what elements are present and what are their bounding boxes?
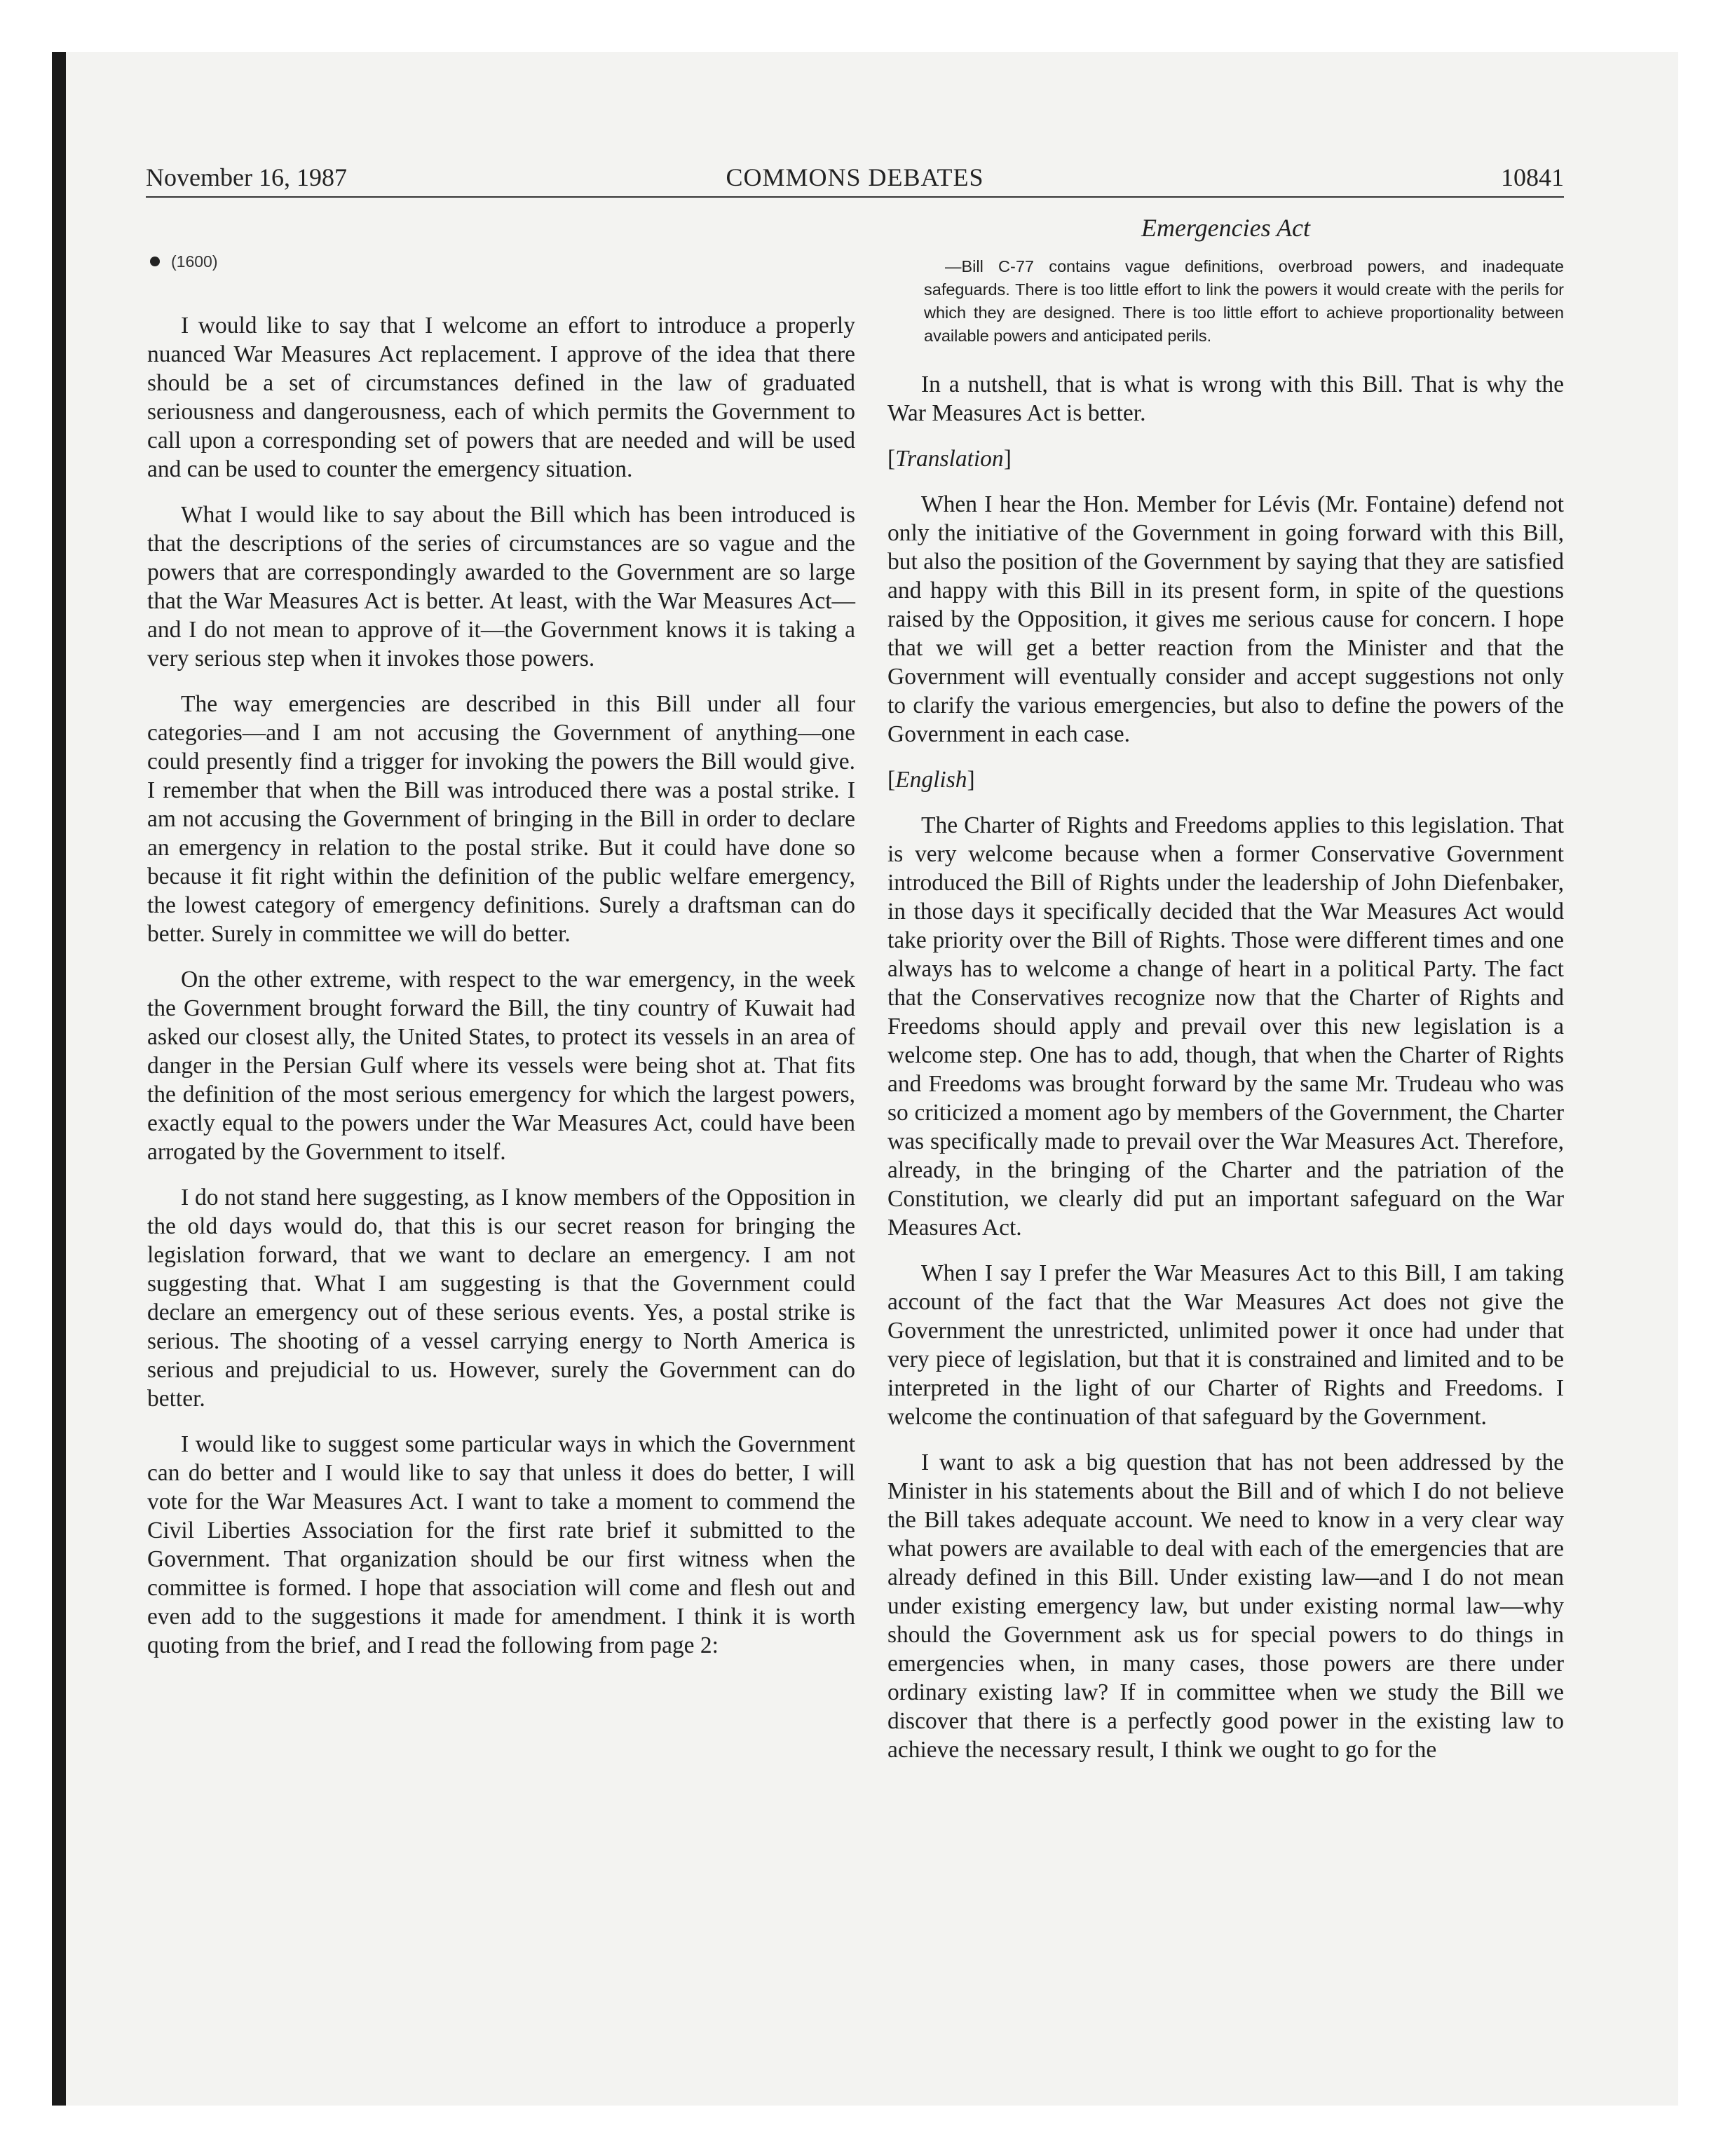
time-marker (147, 251, 855, 272)
page-header (146, 160, 1564, 195)
translation-note-text: Translation (895, 446, 1004, 472)
header-rule (146, 196, 1564, 198)
right-column (887, 210, 1564, 1781)
english-note-text: English (895, 767, 967, 793)
paragraph: The Charter of Rights and Freedoms applies to this legislation. That is very welcome because when a former Conservative Government introduced the Bill of Rights under the leadership of John Diefenbaker, in those days it specifically decided that the War Measures Act would take priority over the Bill of Rights. Those were different times and one always has to welcome a change of heart in a political Party. The fact that the Conservatives recognize now that the Charter of Rights and Freedoms should apply and prevail over this new legislation is a welcome step. One has to add, though, that when the Charter of Rights and Freedoms was brought forward by the same Mr. Trudeau who was so criticized a moment ago by members of the Government, the Charter was specifically made to prevail over the War Measures Act. Therefore, already, in the bringing of the Charter and the patriation of the Constitution, we clearly did put an important safeguard on the War Measures Act. (887, 812, 1564, 1241)
block-quote: —Bill C-77 contains vague definitions, overbroad powers, and inadequate safeguards. There is too little effort to link the powers it would create with the perils for which they are designed. There is too little effort to achieve proportionality between available powers and anticipated perils. (924, 257, 1564, 345)
english-note: [English] (887, 767, 975, 793)
header-page-number: 10841 (1501, 163, 1564, 191)
paragraph: When I hear the Hon. Member for Lévis (Mr. Fontaine) defend not only the initiative of the Government in going forward with this Bill, but also the position of the Government by saying that they are satisfied and happy with this Bill in its present form, in spite of the questions raised by the Opposition, it gives me serious cause for concern. I hope that we will get a better reaction from the Minister and that the Government will eventually consider and accept suggestions not only to clarify the various emergencies, but also to define the powers of the Government in each case. (887, 491, 1564, 747)
header-publication-title: COMMONS DEBATES (726, 163, 984, 191)
paragraph: In a nutshell, that is what is wrong with this Bill. That is why the War Measures Act is better. (887, 371, 1564, 426)
time-marker-text: (1600) (171, 252, 218, 271)
running-title: Emergencies Act (1141, 214, 1310, 242)
header-date: November 16, 1987 (146, 163, 347, 191)
paragraph: I would like to suggest some particular ways in which the Government can do better and I would like to say that unless it does do better, I will vote for the War Measures Act. I want to take a moment to commend the Civil Liberties Association for the first rate brief it submitted to the Government. That organization should be our first witness when the committee is formed. I hope that association will come and flesh out and even add to the suggestions it made for amendment. I think it is worth quoting from the brief, and I read the following from page 2: (147, 1431, 855, 1658)
paragraph: I would like to say that I welcome an effort to introduce a properly nuanced War Measures Act replacement. I approve of the idea that there should be a set of circumstances defined in the law of graduated seriousness and dangerousness, each of which permits the Government to call upon a corresponding set of powers that are needed and will be used and can be used to counter the emergency situation. (147, 313, 855, 482)
paragraph: What I would like to say about the Bill which has been introduced is that the descriptions of the series of circumstances are so vague and the powers that are correspondingly awarded to the Government are so large that the War Measures Act is better. At least, with the War Measures Act—and I do not mean to approve of it—the Government knows it is taking a very serious step when it invokes those powers. (147, 502, 855, 671)
paragraph: I do not stand here suggesting, as I know members of the Opposition in the old days would do, that this is our secret reason for bringing the legislation forward, that we want to declare an emergency. I am not suggesting that. What I am suggesting is that the Government could declare an emergency out of these serious events. Yes, a postal strike is serious. The shooting of a vessel carrying energy to North America is serious and prejudicial to us. However, surely the Government can do better. (147, 1185, 855, 1412)
paragraph: On the other extreme, with respect to the war emergency, in the week the Government brought forward the Bill, the tiny country of Kuwait had asked our closest ally, the United States, to protect its vessels in an area of danger in the Persian Gulf where its vessels were being shot at. That fits the definition of the most serious emergency for which the largest powers, exactly equal to the powers under the War Measures Act, could have been arrogated by the Government to itself. (147, 967, 855, 1165)
scan-edge (52, 52, 66, 2106)
translation-note: [Translation] (887, 446, 1012, 472)
paragraph: When I say I prefer the War Measures Act to this Bill, I am taking account of the fact that the War Measures Act does not give the Government the unrestricted, unlimited power it once had under that very piece of legislation, but that it is constrained and limited and to be interpreted in the light of our Charter of Rights and Freedoms. I welcome the continuation of that safeguard by the Government. (887, 1260, 1564, 1430)
paragraph: I want to ask a big question that has not been addressed by the Minister in his statements about the Bill and of which I do not believe the Bill takes adequate account. We need to know in a very clear way what powers are available to deal with each of the emergencies that are already defined in this Bill. Under existing law—and I do not mean under existing emergency law, but under existing normal law—why should the Government ask us for special powers to do things in emergencies when, in many cases, those powers are there under ordinary existing law? If in committee when we study the Bill we discover that there is a perfectly good power in the existing law to achieve the necessary result, I think we ought to go for the (887, 1449, 1564, 1763)
bullet-icon (150, 257, 160, 266)
paragraph: The way emergencies are described in this Bill under all four categories—and I am not accusing the Government of anything—one could presently find a trigger for invoking the powers the Bill would give. I remember that when the Bill was introduced there was a postal strike. I am not accusing the Government of bringing in the Bill in order to declare an emergency in relation to the postal strike. But it could have done so because it fit right within the definition of the public welfare emergency, the lowest category of emergency definitions. Surely a draftsman can do better. Surely in committee we will do better. (147, 691, 855, 947)
left-column (147, 251, 855, 1677)
